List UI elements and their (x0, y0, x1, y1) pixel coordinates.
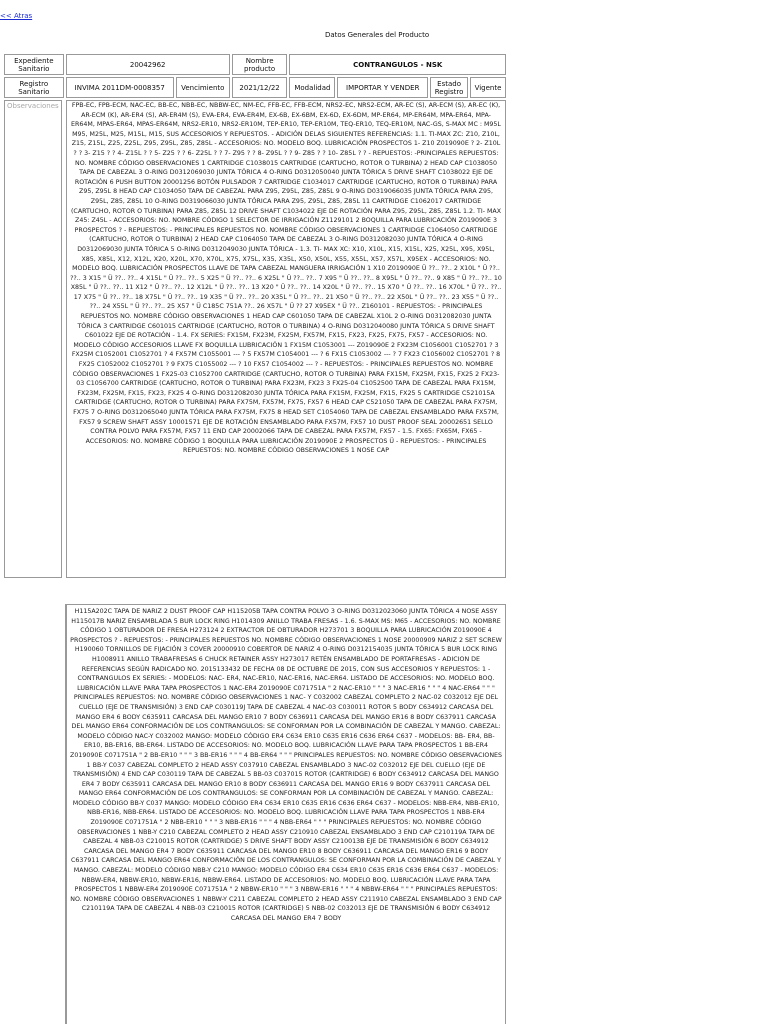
nombre-value: CONTRANGULOS - NSK (289, 54, 506, 75)
observaciones-text: FPB-EC, FPB-ECM, NAC-EC, BB-EC, NBB-EC, NBBW-EC, NM-EC, FFB-EC, FFB-ECM, NRS2-EC, NRS2-ECM, AR-EC (S), AR-ECM (S), AR-EC (K), AR-ECM (K), AR-ER4 (S), AR-ER4M (S), EVA-ER4, EVA-ER4M, EX-6B, EX-6BM, EX-6D, EX-6DM, MP-ER64, MP-ER64M, MPA-ER64, MPA-ER64M, MPAS-ER64, MPAS-ER64M, NRS2-ER10, NRS2-ER10M, TEP-ER10, TEP-ER10M, TEQ-ER10, TEQ-ER10M, NAC-GS, S-MAX MC : M95L M95, M25L, M25, M15L, M15, SUS ACCESORIOS Y REPUESTOS. - ADICIÓN DELAS SIGUIENTES REFERENCIAS: 1.1. TI-MAX ZC: Z10, Z10L, Z15, Z15L, Z25, Z25L, Z95, Z95L, Z85, Z85L - ACCESORIOS: NO. MODELO BOQ. LUBRICACIÓN PROSPECTOS 1- Z10 Z019090E ? 2- Z10L ? ? 3- Z15 ? ? 4- Z15L ? ? 5- Z25 ? ? 6- Z25L ? ? 7- Z95 ? ? 8- Z95L ? ? 9- Z85 ? ? 10- Z85L ? ? - REPUESTOS: -PRINCIPALES REPUESTOS: NO. NOMBRE CÓDIGO OBSERVACIONES 1 CARTRIDGE C1038015 CARTRIDGE (CARTUCHO, ROTOR O TURBINA) 2 HEAD CAP C1038050 TAPA DE CABEZAL 3 O-RING D0312069030 JUNTA TÓRICA 4 O-RING D0312050040 JUNTA TÓRICA 5 DRIVE SHAFT C1038022 EJE DE ROTACIÓN 6 PUSH BUTTON 20001256 BOTÓN PULSADOR 7 CARTRIDGE C1034017 CARTRIDGE (CARTUCHO, ROTOR O TURBINA) PARA Z95, Z95L 8 HEAD CAP C1034050 TAPA DE CABEZAL PARA Z95, Z95L, Z85, Z85L 9 O-RING D0319066035 JUNTA TÓRICA PARA Z95, Z95L, Z85, Z85L 10 O-RING D0319066030 JUNTA TÓRICA PARA Z95, Z95L, Z85, Z85L 11 CARTRIDGE C1062017 CARTRIDGE (CARTUCHO, ROTOR O TURBINA) PARA Z85, Z85L 12 DRIVE SHAFT C1034022 EJE DE ROTACIÓN PARA Z95, Z95L, Z85, Z85L 1.2. TI- MAX Z45: Z45L - ACCESORIOS: NO. NOMBRE CÓDIGO 1 SELECTOR DE IRRIGACIÓN Z1129101 2 BOQUILLA PARA LUBRICACIÓN Z019090E 3 PROSPECTOS ? - REPUESTOS: - PRINCIPALES REPUESTOS NO. NOMBRE CÓDIGO OBSERVACIONES 1 CARTRIDGE C1064050 CARTRIDGE (CARTUCHO, ROTOR O TURBINA) 2 HEAD CAP C1064050 TAPA DE CABEZAL 3 O-RING D0312082030 JUNTA TÓRICA 4 O-RING D0312069030 JUNTA TÓRICA 5 O-RING D0312049030 JUNTA TÓRICA - 1.3. TI- MAX XC: X10, X10L, X15, X15L, X25, X25L, X95, X95L, X85, X85L, X12, X12L, X20, X20L, X70, X70L, X75, X75L, X35, X35L, X50, X50L, X55, X55L, X57, X57L, X95EX - ACCESORIOS: NO. MODELO BOQ. LUBRICACIÓN PROSPECTOS LLAVE DE TAPA CABEZAL MANGUERA IRRIGACIÓN 1 X10 Z019090E Ü ??.. ??.. 2 X10L " Ü ??.. ??.. 3 X15 " Ü ??.. ??.. 4 X15L " Ü ??.. ??.. 5 X25 " Ü ??.. ??.. 6 X25L " Ü ??.. ??.. 7 X95 " Ü ??.. ??.. 8 X95L " Ü ??.. ??.. 9 X85 " Ü ??.. ??.. 10 X85L " Ü ??.. ??.. 11 X12 " Ü ??.. ??.. 12 X12L " Ü ??.. ??.. 13 X20 " Ü ??.. ??.. 14 X20L " Ü ??.. ??.. 15 X70 " Ü ??.. ??.. 16 X70L " Ü ??.. ??.. 17 X75 " Ü ??.. ??.. 18 X75L " Ü ??.. ??.. 19 X35 " Ü ??.. ??.. 20 X35L " Ü ??.. ??.. 21 X50 " Ü ??.. ??.. 22 X50L " Ü ??.. ??.. 23 X55 " Ü ??.. ??.. 24 X55L " Ü ??.. ??.. 25 X57 " Ü C185C 751A ??.. 26 X57L " Ü ?? 27 X95EX " Ü ??.. Z160101 - REPUESTOS: - PRINCIPALES REPUESTOS NO. NOMBRE CÓDIGO OBSERVACIONES 1 HEAD CAP C601050 TAPA DE CABEZAL X10L 2 O-RING D0312082030 JUNTA TÓRICA 3 CARTRIDGE C601015 CARTRIDGE (CARTUCHO, ROTOR O TURBINA) 4 O-RING D0312040080 JUNTA TÓRICA 5 DRIVE SHAFT C601022 EJE DE ROTACIÓN - 1.4. FX SERIES: FX15M, FX23M, FX25M, FX57M, FX15, FX23, FX25, FX75, FX57 - ACCESORIOS: NO. MODELO CÓDIGO ACCESORIOS LLAVE FX BOQUILLA LUBRICACIÓN 1 FX15M C1053001 --- Z019090E 2 FX23M C1056001 C1052701 ? 3 FX25M C1052001 C1052701 ? 4 FX57M C1055001 --- ? 5 FX57M C1054001 --- ? 6 FX15 C1053002 --- ? 7 FX23 C1056002 C1052701 ? 8 FX25 C1052002 C1052701 ? 9 FX75 C1055002 --- ? 10 FX57 C1054002 --- ? - REPUESTOS: - PRINCIPALES REPUESTOS NO. NOMBRE CÓDIGO OBSERVACIONES 1 FX25-03 C1052700 CARTRIDGE (CARTUCHO, ROTOR O TURBINA) PARA FX15M, FX25M, FX15, FX25 2 FX23-03 C1056700 CARTRIDGE (CARTUCHO, ROTOR O TURBINA) PARA FX23M, FX23 3 FX25-04 C1052500 TAPA DE CABEZAL PARA FX15M, FX23M, FX25M, FX15, FX23, FX25 4 O-RING D0312082030 JUNTA TÓRICA PARA FX15M, FX25M, FX15, FX25 5 CARTRIDGE C521015A CARTRIDGE (CARTUCHO, ROTOR O TURBINA) PARA FX75M, FX57M, FX75, FX57 6 HEAD CAP C521050 TAPA DE CABEZAL PARA FX75M, FX75 7 O-RING D0312065040 JUNTA TÓRICA PARA FX75M, FX75 8 HEAD SET C1054060 TAPA DE CABEZAL ENSAMBLADO PARA FX57M, FX57 9 SCREW SHAFT ASSY 10001571 EJE DE ROTACIÓN ENSAMBLADO PARA FX57M, FX57 10 DUST PROOF SEAL 20002651 SELLO CONTRA POLVO PARA FX57M, FX57 11 END CAP 20002066 TAPA DE CABEZAL PARA FX57M, FX57 - 1.5. FX65: FX65M, FX65 - ACCESORIOS: NO. NOMBRE CÓDIGO 1 BOQUILLA PARA LUBRICACIÓN Z019090E 2 PROSPECTOS Ü - REPUESTOS: - PRINCIPALES REPUESTOS: NO. NOMBRE CÓDIGO OBSERVACIONES 1 NOSE CAP (66, 100, 506, 578)
registro-label: Registro Sanitario (4, 77, 64, 98)
nombre-label: Nombre producto (232, 54, 288, 75)
observaciones-text-continued: H115A202C TAPA DE NARIZ 2 DUST PROOF CAP H115205B TAPA CONTRA POLVO 3 O-RING D0312023060 JUNTA TÓRICA 4 NOSE ASSY H115017B NARIZ ENSAMBLADA 5 BUR LOCK RING H1014309 ANILLO TRABA FRESAS - 1.6. S-MAX MS: M65 - ACCESORIOS: NO. NOMBRE CÓDIGO 1 OBTURADOR DE FRESA H273124 2 EXTRACTOR DE OBTURADOR H273701 3 BOQUILLA PARA LUBRICACIÓN Z019090E 4 PROSPECTOS ? - REPUESTOS: - PRINCIPALES REPUESTOS NO. NOMBRE CÓDIGO OBSERVACIONES 1 NOSE 20000909 NARIZ 2 SET SCREW H190060 TORNILLOS DE FIJACIÓN 3 COVER 20000910 COBERTOR DE NARIZ 4 O-RING D0312154035 JUNTA TÓRICA 5 BUR LOCK RING H1008911 ANILLO TRABAFRESAS 6 CHUCK RETAINER ASSY H273017 RETÉN ENSAMBLADO DE PORTAFRESAS - ADICION DE REFERENCIAS SEGÚN RADICADO NO. 2015133432 DE FECHA 08 DE OCTUBRE DE 2015, CON SUS ACCESORIOS Y REPUESTOS: 1 - CONTRANGULOS EX SERIES: - MODELOS: NAC- ER4, NAC-ER10, NAC-ER16, NAC-ER64. LISTADO DE ACCESORIOS: NO. MODELO BOQ. LUBRICACIÓN LLAVE PARA TAPA PROSPECTOS 1 NAC-ER4 Z019090E C071751A " 2 NAC-ER10 " " " 3 NAC-ER16 " " " 4 NAC-ER64 " " " PRINCIPALES REPUESTOS: NO. NOMBRE CÓDIGO OBSERVACIONES 1 NAC- Y C032002 CABEZAL COMPLETO 2 NAC-02 C032012 EJE DEL CUELLO (EJE DE TRANSMISIÓN) 3 END CAP C030119J TAPA DE CABEZAL 4 NAC-03 C030011 ROTOR 5 BODY C634912 CARCASA DEL MANGO ER4 6 BODY C635911 CARCASA DEL MANGO ER10 7 BODY C636911 CARCASA DEL MANGO ER16 8 BODY C637911 CARCASA DEL MANGO ER64 CONFORMACIÓN DE LOS CONTRANGULOS: SE CONFORMAN POR LA COMBINACIÓN DE CABEZAL Y MANGO. CABEZAL: MODELO CÓDIGO NAC-Y C032002 MANGO: MODELO CÓDIGO ER4 C634 ER10 C635 ER16 C636 ER64 C637 - MODELOS: BB- ER4, BB-ER10, BB-ER16, BB-ER64. LISTADO DE ACCESORIOS: NO. MODELO BOQ. LUBRICACIÓN LLAVE PARA TAPA PROSPECTOS 1 BB-ER4 Z019090E C071751A " 2 BB-ER10 " " " 3 BB-ER16 " " " 4 BB-ER64 " " " PRINCIPALES REPUESTOS: NO. NOMBRE CÓDIGO OBSERVACIONES 1 BB-Y C037 CABEZAL COMPLETO 2 HEAD ASSY C037910 CABEZAL ENSAMBLADO 3 NAC-02 C032012 EJE DEL CUELLO (EJE DE TRANSMISIÓN) 4 END CAP C030119 TAPA DE CABEZAL 5 BB-03 C037015 ROTOR (CARTRIDGE) 6 BODY C634912 CARCASA DEL MANGO ER4 7 BODY C635911 CARCASA DEL MANGO ER10 8 BODY C636911 CARCASA DEL MANGO ER16 9 BODY C637911 CARCASA DEL MANGO ER64 CONFORMACIÓN DE LOS CONTRANGULOS: SE CONFORMAN POR LA COMBINACIÓN DE CABEZAL Y MANGO. CABEZAL: MODELO CÓDIGO BB-Y C037 MANGO: MODELO CÓDIGO ER4 C634 ER10 C635 ER16 C636 ER64 C637 - MODELOS: NBB-ER4, NBB-ER10, NBB-ER16, NBB-ER64. LISTADO DE ACCESORIOS: NO. MODELO BOQ. LUBRICACIÓN LLAVE PARA TAPA PROSPECTOS 1 NBB-ER4 Z019090E C071751A " 2 NBB-ER10 " " " 3 NBB-ER16 " " " 4 NBB-ER64 " " " PRINCIPALES REPUESTOS: NO. NOMBRE CÓDIGO OBSERVACIONES 1 NBB-Y C210 CABEZAL COMPLETO 2 HEAD ASSY C210910 CABEZAL ENSAMBLADO 3 END CAP C210119A TAPA DE CABEZAL 4 NBB-03 C210015 ROTOR (CARTRIDGE) 5 DRIVE SHAFT BODY ASSY C210013B EJE DE TRANSMISIÓN 6 BODY C634912 CARCASA DEL MANGO ER4 7 BODY C635911 CARCASA DEL MANGO ER10 8 BODY C636911 CARCASA DEL MANGO ER16 9 BODY C637911 CARCASA DEL MANGO ER64 CONFORMACIÓN DE LOS CONTRANGULOS: SE CONFORMAN POR LA COMBINACIÓN DE CABEZAL Y MANGO. CABEZAL: MODELO CÓDIGO NBB-Y C210 MANGO: MODELO CÓDIGO ER4 C634 ER10 C635 ER16 C636 ER64 C637 - MODELOS: NBBW-ER4, NBBW-ER10, NBBW-ER16, NBBW-ER64. LISTADO DE ACCESORIOS: NO. MODELO BOQ. LUBRICACIÓN LLAVE PARA TAPA PROSPECTOS 1 NBBW-ER4 Z019090E C071751A " 2 NBBW-ER10 " " " 3 NBBW-ER16 " " " 4 NBBW-ER64 " " " PRINCIPALES REPUESTOS: NO. NOMBRE CÓDIGO OBSERVACIONES 1 NBBW-Y C211 CABEZAL COMPLETO 2 HEAD ASSY C211910 CABEZAL ENSAMBLADO 3 END CAP C210119A TAPA DE CABEZAL 4 NBB-03 C210015 ROTOR (CARTRIDGE) 5 NBB-02 C032013 EJE DE TRANSMISIÓN 6 BODY C634912 CARCASA DEL MANGO ER4 7 BODY (66, 604, 506, 1024)
product-info-table (2, 52, 508, 100)
estado-value: Vigente (470, 77, 506, 98)
observaciones-label: Observaciones (4, 100, 62, 578)
registro-value: INVIMA 2011DM-0008357 (66, 77, 174, 98)
page-2 (0, 604, 768, 1024)
page-2-label-column (0, 604, 66, 1024)
expediente-label: Expediente Sanitario (4, 54, 64, 75)
modalidad-value: IMPORTAR Y VENDER (337, 77, 428, 98)
estado-label: Estado Registro (430, 77, 468, 98)
modalidad-label: Modalidad (289, 77, 335, 98)
table-row (4, 54, 506, 75)
expediente-value: 20042962 (66, 54, 230, 75)
page-title: Datos Generales del Producto (325, 31, 430, 39)
table-row (4, 77, 506, 98)
vencimiento-value: 2021/12/22 (232, 77, 288, 98)
vencimiento-label: Vencimiento (176, 77, 230, 98)
back-link[interactable]: << Atras (0, 12, 33, 20)
